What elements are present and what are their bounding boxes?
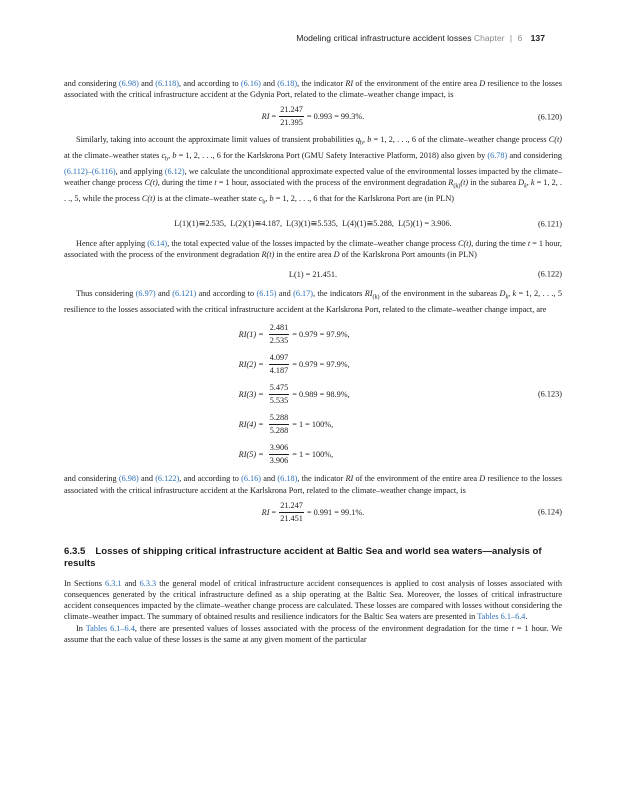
loss-term-4: L(4)(1)≅5.288,	[342, 219, 394, 229]
paragraph-gdynia-indicator: and considering (6.98) and (6.118), and according to (6.16) and (6.18), the indicator RI of the environment of the entire area D resilience to the losses associated with the critical infrastructure accident at the Gdynia Port, related to the climate–weather change impact, is	[64, 79, 562, 100]
eq-ref-6-98[interactable]: (6.98)	[118, 474, 139, 484]
section-heading	[64, 546, 562, 570]
equation-6-120: RI = $\frac{21.247}{21.395}$ = 0.993 = 99.3%. (6.120)	[261, 105, 562, 128]
equation-6-123	[64, 319, 562, 469]
eq-ref-6-112-116[interactable]: (6.112)–(6.116)	[64, 167, 116, 177]
equation-6-124: RI = $\frac{21.247}{21.451}$ = 0.991 = 99.1%. (6.124)	[261, 500, 562, 523]
running-title: Modeling critical infrastructure accident losses	[296, 33, 472, 43]
loss-term-5: L(5)(1) = 3.906.	[398, 219, 452, 229]
table-ref-6-1-6-4[interactable]: Tables 6.1–6.4	[85, 623, 135, 633]
page-body	[64, 78, 562, 645]
eq-ref-6-97[interactable]: (6.97)	[135, 289, 156, 299]
paragraph-karlskrona-losses: Similarly, taking into account the approximate limit values of transient probabilities $q_b$, b = 1, 2, . . ., 6 of the climate–weather change process C(t) at the climate–weather states $c_b$, b = 1, 2, . . ., 6 for the Karlskrona Port (GMU Safety Interactive Platform, 2018) also given by (6.78) and considering (6.112)–(6.116), and applying (6.12), we calculate the unconditional approximate expected value of the environmental losses impacted by the climate–weather change process C(t), during the time t = 1 hour, associated with the process of the environment degradation $R_{(k)}(t)$ in the subarea $D_k$, k = 1, 2, . . ., 5, while the process C(t) is at the climate–weather state $c_b$, b = 1, 2, . . ., 6 that for the Karlskrona Port are (in PLN)	[64, 135, 563, 206]
chapter-label: Chapter	[473, 33, 505, 43]
indicator-row: RI(2) = $\frac{4.097}{4.187}$ = 0.979 = 97.9%,	[238, 352, 350, 375]
loss-term-1: L(1)(1)≅2.535,	[174, 219, 227, 229]
eq-ref-6-14[interactable]: (6.14)	[147, 238, 168, 248]
eq-ref-6-15[interactable]: (6.15)	[256, 289, 277, 299]
eq-ref-6-18[interactable]: (6.18)	[277, 79, 298, 88]
section-number: 6.3.5	[64, 545, 86, 557]
page-number: 137	[530, 33, 545, 43]
eq-ref-6-18[interactable]: (6.18)	[277, 474, 298, 484]
paragraph-summary: In Sections 6.3.1 and 6.3.3 the general model of critical infrastructure accident consequences is applied to cost analysis of losses associated with consequences generated by the critical infrastructure defined as a ship operating at the Baltic Sea. Moreover, the losses of critical infrastructure accident consequences impacted by the climate–weather change process are calculated. These losses are compared with losses without considering the climate–weather impact. The summary of obtained results and resilience indicators for the Baltic Sea waters are presented in Tables 6.1–6.4.	[64, 578, 562, 622]
equation-6-121	[64, 218, 562, 230]
eq-ref-6-98[interactable]: (6.98)	[118, 79, 139, 88]
loss-term-3: L(3)(1)≅5.535,	[286, 219, 338, 229]
equation-number: (6.124)	[537, 507, 562, 517]
loss-term-2: L(2)(1)≅4.187,	[230, 219, 283, 229]
eq-ref-6-17[interactable]: (6.17)	[293, 289, 314, 299]
section-ref-6-3-1[interactable]: 6.3.1	[105, 578, 122, 588]
indicator-row: RI(1) = $\frac{2.481}{2.535}$ = 0.979 = 97.9%,	[238, 322, 350, 345]
equation-number: (6.120)	[537, 112, 562, 122]
table-ref-6-1-6-4[interactable]: Tables 6.1–6.4	[477, 612, 526, 622]
chapter-number: 6	[517, 33, 523, 43]
eq-ref-6-122[interactable]: (6.122)	[155, 474, 180, 484]
eq-ref-6-16[interactable]: (6.16)	[240, 79, 261, 88]
paragraph-tables: In Tables 6.1–6.4, there are presented values of losses associated with the process of the environment degradation for the time t = 1 hour. We assume that the each value of these losses is the same at any given moment of the particular	[64, 623, 562, 644]
eq-ref-6-121[interactable]: (6.121)	[172, 289, 197, 299]
equation-number: (6.122)	[537, 269, 562, 279]
indicator-row: RI(4) = $\frac{5.288}{5.288}$ = 1 = 100%,	[238, 412, 334, 435]
equation-number: (6.121)	[537, 219, 562, 229]
eq-ref-6-16[interactable]: (6.16)	[241, 474, 262, 484]
paragraph-subarea-indicators: Thus considering (6.97) and (6.121) and according to (6.15) and (6.17), the indicators $RI_{(k)}$ of the environment in the subareas $D_k$, k = 1, 2, . . ., 5 resilience to the losses associated with the critical infrastructure accident at the Karlskrona Port, related to the climate–weather change impact, are	[64, 289, 562, 315]
chapter-separator: |	[509, 33, 513, 43]
running-header	[60, 33, 545, 43]
eq-ref-6-118[interactable]: (6.118)	[155, 79, 179, 88]
eq-ref-6-78[interactable]: (6.78)	[487, 151, 508, 161]
indicator-row: RI(3) = $\frac{5.475}{5.535}$ = 0.989 = 98.9%,	[238, 382, 350, 405]
paragraph-total-losses: Hence after applying (6.14), the total expected value of the losses impacted by the climate–weather change process C(t), during the time t = 1 hour, associated with the process of the environment degradation R(t) in the entire area D of the Karlskrona Port amounts (in PLN)	[64, 238, 562, 260]
paragraph-karlskrona-indicator: and considering (6.98) and (6.122), and according to (6.16) and (6.18), the indicator RI of the environment of the entire area D resilience to the losses associated with the critical infrastructure accident at the Karlskrona Port, related to the climate–weather change impact, is	[64, 474, 562, 495]
section-ref-6-3-3[interactable]: 6.3.3	[139, 578, 157, 588]
eq-ref-6-12[interactable]: (6.12)	[164, 167, 185, 177]
equation-number: (6.123)	[537, 389, 562, 399]
section-title: Losses of shipping critical infrastructure accident at Baltic Sea and world sea waters—analysis of results	[64, 545, 542, 569]
indicator-row: RI(5) = $\frac{3.906}{3.906}$ = 1 = 100%,	[238, 442, 334, 465]
equation-6-122: L(1) = 21.451. (6.122)	[288, 269, 562, 279]
